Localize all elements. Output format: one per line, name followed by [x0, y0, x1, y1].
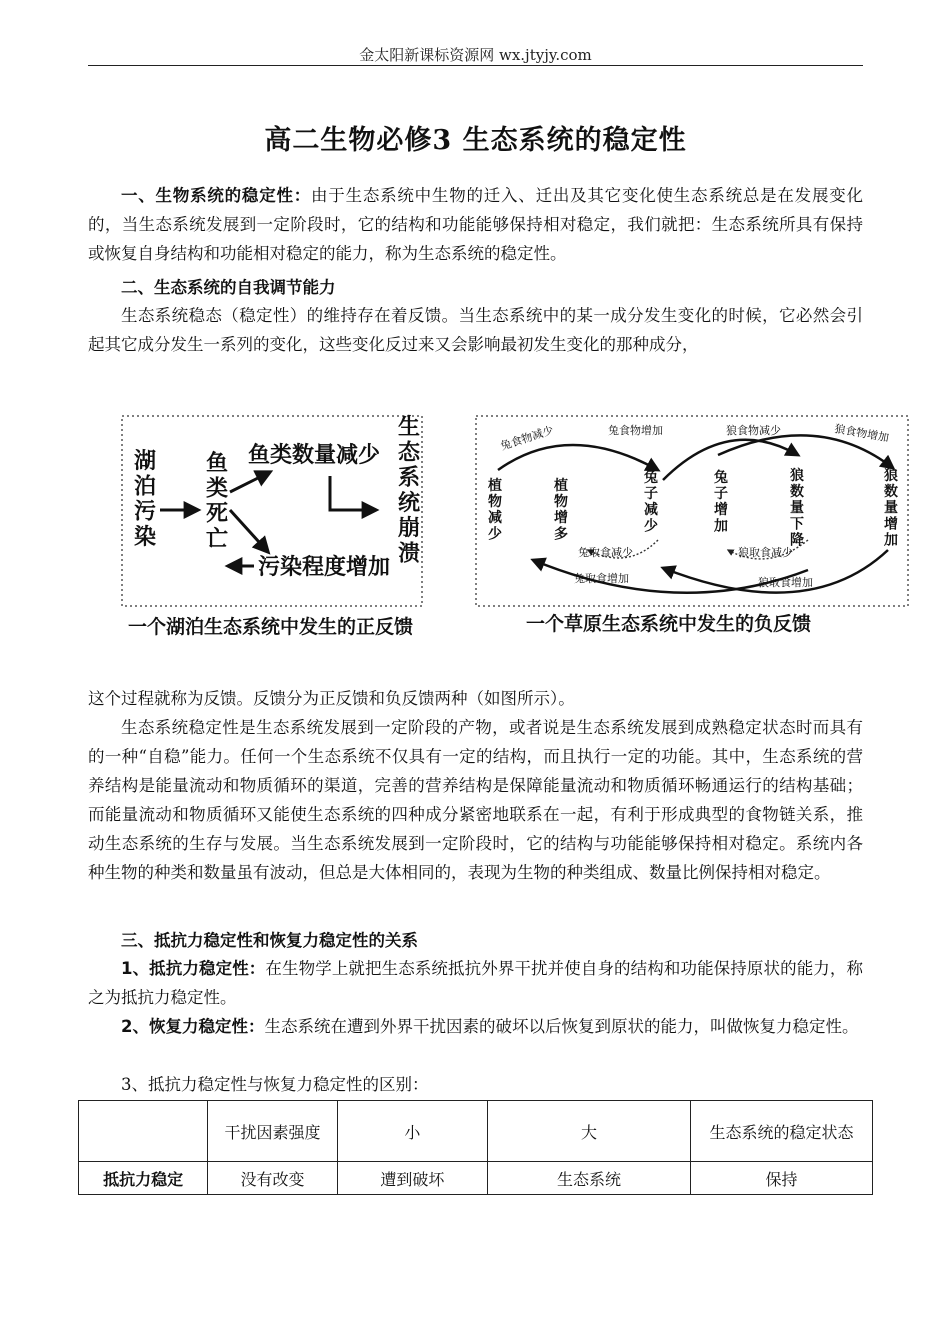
item2-label: 2、恢复力稳定性： — [121, 1017, 265, 1036]
node-ecosystem-collapse — [398, 414, 421, 566]
section1-paragraph — [88, 181, 863, 268]
table-cell: 抵抗力稳定 — [79, 1162, 208, 1195]
label-rabbit-food-less: 兔食物减少 — [499, 424, 556, 453]
label-wolf-eat-less: 狼取食减少 — [738, 547, 793, 559]
table-cell: 小 — [337, 1101, 487, 1162]
node-fish-less: 鱼类数量减少 — [248, 442, 381, 467]
section3-item3: 3、抵抗力稳定性与恢复力稳定性的区别： — [121, 1075, 429, 1094]
table-cell: 遭到破坏 — [337, 1162, 487, 1195]
positive-feedback-diagram — [122, 414, 422, 638]
table-cell: 大 — [488, 1101, 691, 1162]
section3-item2 — [88, 1012, 863, 1041]
section2-para1: 生态系统稳态（稳定性）的维持存在着反馈。当生态系统中的某一成分发生变化的时候，它必然会引起其它成分发生一系列的变化，这些变化反过来又会影响最初发生变化的那种成分， — [88, 306, 863, 354]
header-rule — [88, 65, 863, 66]
node-lake-pollution — [134, 448, 156, 549]
stability-comparison-table — [78, 1100, 873, 1195]
label-rabbit-eat-less: 兔取食减少 — [578, 547, 633, 559]
node-wolf-less: 狼数量下降 — [790, 467, 804, 548]
arrow-fish-to-pollution — [230, 510, 268, 552]
arrow-less-to-collapse — [330, 476, 376, 510]
item1-label: 1、抵抗力稳定性： — [121, 959, 266, 978]
loop-top-mid — [663, 440, 798, 480]
node-wolf-more: 狼数量增加 — [884, 467, 898, 548]
node-pollution-increase: 污染程度增加 — [258, 554, 391, 579]
table-row — [79, 1162, 873, 1195]
loop-top-left — [498, 445, 658, 470]
node-plant-more: 植物增多 — [554, 477, 568, 542]
table-cell: 没有改变 — [208, 1162, 337, 1195]
table-cell: 干扰因素强度 — [208, 1101, 337, 1162]
item1-text: 在生物学上就把生态系统抵抗外界干扰并使自身的结构和功能保持原状的能力，称之为抵抗力稳定性。 — [88, 959, 863, 1007]
node-rabbit-less: 兔子减少 — [644, 469, 658, 534]
node-rabbit-more: 兔子增加 — [714, 469, 728, 534]
left-figure-caption: 一个湖泊生态系统中发生的正反馈 — [128, 617, 414, 638]
table-cell: 生态系统的稳定状态 — [691, 1101, 873, 1162]
section3-item1 — [88, 954, 863, 1012]
right-figure-caption: 一个草原生态系统中发生的负反馈 — [526, 614, 812, 635]
page-header: 金太阳新课标资源网 wx.jtyjy.com — [359, 46, 592, 64]
label-wolf-food-less: 狼食物减少 — [726, 425, 781, 437]
node-lake-pollution-text: 湖泊污染 — [134, 448, 157, 549]
label-wolf-eat-more: 狼取食增加 — [758, 577, 813, 589]
table-header-row — [79, 1101, 873, 1162]
section2-para2: 这个过程就称为反馈。反馈分为正反馈和负反馈两种（如图所示）。 — [88, 689, 575, 708]
arrow-fish-to-less — [230, 472, 270, 492]
label-wolf-food-more: 狼食物增加 — [833, 423, 890, 445]
node-fish-die — [206, 450, 228, 551]
node-fish-die-text: 鱼类死亡 — [206, 450, 229, 551]
feedback-figure — [118, 410, 913, 650]
node-ecosystem-collapse-text: 生态系统崩溃 — [398, 414, 421, 566]
label-rabbit-food-more: 兔食物增加 — [608, 425, 663, 437]
item2-text: 生态系统在遭到外界干扰因素的破坏以后恢复到原状的能力，叫做恢复力稳定性。 — [264, 1017, 859, 1036]
label-rabbit-eat-more: 兔取食增加 — [574, 573, 629, 585]
negative-feedback-diagram — [476, 416, 908, 635]
node-plant-less: 植物减少 — [488, 477, 502, 542]
section1-heading: 一、生物系统的稳定性： — [121, 186, 312, 205]
table-cell: 生态系统 — [488, 1162, 691, 1195]
section1-text: 由于生态系统中生物的迁入、迁出及其它变化使生态系统总是在发展变化的，当生态系统发展到一定阶段时，它的结构和功能能够保持相对稳定，我们就把：生态系统所具有保持或恢复自身结构和功能相对稳定的能力，称为生态系统的稳定性。 — [88, 186, 864, 263]
section2-para3: 生态系统稳定性是生态系统发展到一定阶段的产物，或者说是生态系统发展到成熟稳定状态时而具有的一种“自稳”能力。任何一个生态系统不仅具有一定的结构，而且执行一定的功能。其中，生态系统的营养结构是能量流动和物质循环的渠道，完善的营养结构是保障能量流动和物质循环畅通运行的结构基础；而能量流动和物质循环又能使生态系统的四种成分紧密地联系在一起，有利于形成典型的食物链关系，推动生态系统的生存与发展。当生态系统发展到一定阶段时，它的结构与功能能够保持相对稳定。系统内各种生物的种类和数量虽有波动，但总是大体相同的，表现为生物的种类组成、数量比例保持相对稳定。 — [88, 718, 863, 882]
table-cell: 保持 — [691, 1162, 873, 1195]
section2-heading: 二、生态系统的自我调节能力 — [121, 278, 336, 297]
page-title: 高二生物必修3 生态系统的稳定性 — [264, 125, 687, 156]
section3-heading: 三、抵抗力稳定性和恢复力稳定性的关系 — [121, 931, 418, 950]
table-cell — [79, 1101, 208, 1162]
